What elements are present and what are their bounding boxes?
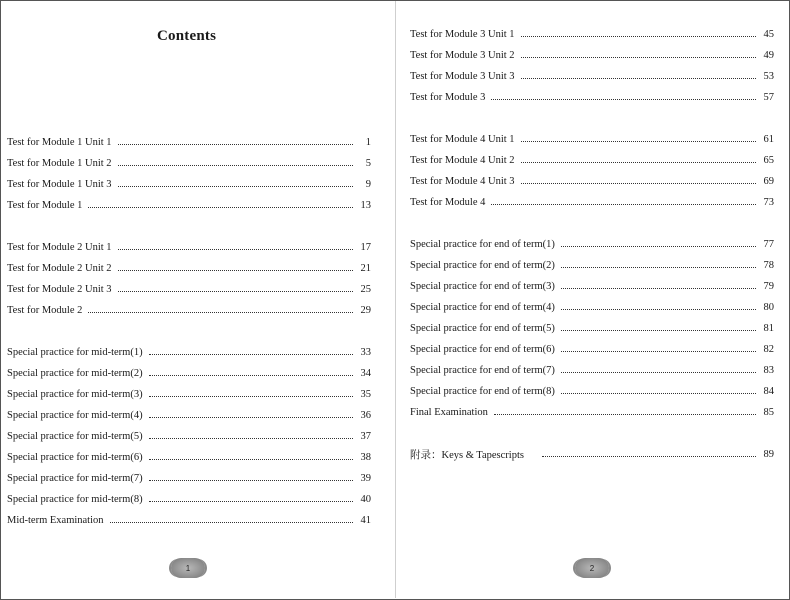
toc-entry[interactable] bbox=[7, 197, 371, 213]
toc-page-number: 5 bbox=[365, 157, 371, 169]
toc-entry-label: Test for Module 1 Unit 1 bbox=[7, 136, 112, 148]
toc-entry-label: Test for Module 2 bbox=[7, 304, 83, 316]
toc-page-number: 84 bbox=[763, 385, 774, 397]
toc-entry-label: Special practice for mid-term(4) bbox=[7, 409, 143, 421]
toc-page-number: 1 bbox=[365, 136, 371, 148]
dot-leader bbox=[521, 78, 756, 79]
toc-page-number: 35 bbox=[360, 388, 371, 400]
toc-entry[interactable] bbox=[7, 365, 371, 381]
dot-leader bbox=[118, 165, 353, 166]
dot-leader bbox=[561, 267, 756, 268]
dot-leader bbox=[561, 372, 756, 373]
toc-entry-label: Test for Module 2 Unit 1 bbox=[7, 241, 112, 253]
toc-page-number: 33 bbox=[360, 346, 371, 358]
toc-entry[interactable] bbox=[410, 47, 774, 63]
toc-page-number: 45 bbox=[763, 28, 774, 40]
toc-entry-label: Test for Module 1 Unit 3 bbox=[7, 178, 112, 190]
toc-entry-label: Special practice for mid-term(5) bbox=[7, 430, 143, 442]
toc-entry-label: Mid-term Examination bbox=[7, 514, 104, 526]
dot-leader bbox=[149, 459, 353, 460]
toc-page-number: 80 bbox=[763, 301, 774, 313]
toc-entry[interactable] bbox=[7, 386, 371, 402]
toc-page-number: 13 bbox=[360, 199, 371, 211]
toc-entry[interactable] bbox=[7, 260, 371, 276]
toc-entry-label: Special practice for mid-term(2) bbox=[7, 367, 143, 379]
toc-page-number: 69 bbox=[763, 175, 774, 187]
toc-entry[interactable] bbox=[410, 278, 774, 294]
toc-entry[interactable] bbox=[410, 341, 774, 357]
toc-page-number: 77 bbox=[763, 238, 774, 250]
dot-leader bbox=[118, 270, 353, 271]
toc-entry[interactable] bbox=[7, 512, 371, 528]
toc-page-number: 40 bbox=[360, 493, 371, 505]
toc-page-number: 65 bbox=[763, 154, 774, 166]
toc-entry[interactable] bbox=[7, 449, 371, 465]
toc-page-number: 37 bbox=[360, 430, 371, 442]
dot-leader bbox=[149, 480, 353, 481]
toc-entry-label: Special practice for mid-term(6) bbox=[7, 451, 143, 463]
dot-leader bbox=[491, 99, 756, 100]
dot-leader bbox=[542, 456, 756, 457]
toc-entry-label: Special practice for end of term(4) bbox=[410, 301, 555, 313]
toc-entry-label: Special practice for end of term(5) bbox=[410, 322, 555, 334]
toc-entry[interactable] bbox=[7, 344, 371, 360]
toc-entry-label: Test for Module 2 Unit 3 bbox=[7, 283, 112, 295]
toc-page-number: 21 bbox=[360, 262, 371, 274]
toc-entry-label: Special practice for mid-term(3) bbox=[7, 388, 143, 400]
page-gutter bbox=[395, 1, 396, 598]
dot-leader bbox=[118, 291, 353, 292]
toc-page-number: 79 bbox=[763, 280, 774, 292]
toc-page-number: 17 bbox=[360, 241, 371, 253]
toc-page-number: 38 bbox=[360, 451, 371, 463]
toc-entry[interactable] bbox=[7, 428, 371, 444]
dot-leader bbox=[149, 501, 353, 502]
toc-entry[interactable] bbox=[7, 302, 371, 318]
dot-leader bbox=[521, 36, 756, 37]
toc-entry[interactable] bbox=[410, 173, 774, 189]
toc-page-number: 53 bbox=[763, 70, 774, 82]
dot-leader bbox=[494, 414, 756, 415]
toc-entry-label: Test for Module 3 Unit 1 bbox=[410, 28, 515, 40]
toc-page-number: 36 bbox=[360, 409, 371, 421]
toc-entry-label: Test for Module 3 Unit 2 bbox=[410, 49, 515, 61]
toc-entry-label: Special practice for end of term(3) bbox=[410, 280, 555, 292]
dot-leader bbox=[149, 354, 353, 355]
toc-entry-label: Special practice for end of term(7) bbox=[410, 364, 555, 376]
toc-entry[interactable] bbox=[410, 404, 774, 420]
toc-entry-label: Special practice for mid-term(1) bbox=[7, 346, 143, 358]
toc-page-number: 25 bbox=[360, 283, 371, 295]
toc-page-number: 9 bbox=[365, 178, 371, 190]
toc-page-number: 39 bbox=[360, 472, 371, 484]
toc-page-number: 34 bbox=[360, 367, 371, 379]
toc-entry[interactable] bbox=[410, 26, 774, 42]
toc-entry[interactable] bbox=[7, 239, 371, 255]
toc-entry[interactable] bbox=[410, 131, 774, 147]
left-page bbox=[7, 0, 371, 600]
toc-page-number: 78 bbox=[763, 259, 774, 271]
toc-entry[interactable] bbox=[410, 383, 774, 399]
toc-page-number: 82 bbox=[763, 343, 774, 355]
toc-entry-label: 附录：Keys & Tapescripts bbox=[410, 449, 524, 461]
dot-leader bbox=[521, 162, 756, 163]
toc-entry[interactable] bbox=[410, 236, 774, 252]
toc-page-number: 61 bbox=[763, 133, 774, 145]
toc-page-number: 49 bbox=[763, 49, 774, 61]
toc-page-number: 29 bbox=[360, 304, 371, 316]
toc-entry-label: Special practice for end of term(8) bbox=[410, 385, 555, 397]
dot-leader bbox=[491, 204, 756, 205]
toc-entry-label: Test for Module 2 Unit 2 bbox=[7, 262, 112, 274]
dot-leader bbox=[118, 144, 353, 145]
toc-entry-label: Special practice for end of term(2) bbox=[410, 259, 555, 271]
toc-entry[interactable] bbox=[410, 89, 774, 105]
dot-leader bbox=[521, 183, 756, 184]
toc-page-number: 81 bbox=[763, 322, 774, 334]
dot-leader bbox=[118, 249, 353, 250]
toc-entry-label: Test for Module 4 bbox=[410, 196, 486, 208]
toc-entry-label: Test for Module 3 Unit 3 bbox=[410, 70, 515, 82]
toc-entry-label: Final Examination bbox=[410, 406, 488, 418]
toc-entry-label: Test for Module 3 bbox=[410, 91, 486, 103]
toc-entry[interactable] bbox=[7, 491, 371, 507]
toc-entry-label: Special practice for mid-term(7) bbox=[7, 472, 143, 484]
page-number-badge bbox=[575, 558, 609, 578]
dot-leader bbox=[110, 522, 353, 523]
toc-entry[interactable] bbox=[7, 134, 371, 150]
toc-page-number: 85 bbox=[763, 406, 774, 418]
toc-entry[interactable] bbox=[410, 320, 774, 336]
toc-page-number: 89 bbox=[763, 448, 774, 460]
dot-leader bbox=[149, 438, 353, 439]
dot-leader bbox=[521, 141, 756, 142]
toc-page-number: 73 bbox=[763, 196, 774, 208]
toc-entry[interactable] bbox=[7, 176, 371, 192]
toc-entry[interactable] bbox=[410, 362, 774, 378]
footer-page-number: 2 bbox=[589, 563, 595, 573]
toc-entry[interactable] bbox=[7, 155, 371, 171]
toc-page-number: 83 bbox=[763, 364, 774, 376]
toc-entry-label: Special practice for end of term(6) bbox=[410, 343, 555, 355]
dot-leader bbox=[561, 330, 756, 331]
toc-entry-appendix[interactable] bbox=[410, 446, 774, 462]
dot-leader bbox=[521, 57, 756, 58]
toc-entry[interactable] bbox=[410, 194, 774, 210]
toc-entry-label: Test for Module 1 bbox=[7, 199, 83, 211]
footer-page-number: 1 bbox=[185, 563, 191, 573]
toc-entry-label: Test for Module 4 Unit 1 bbox=[410, 133, 515, 145]
dot-leader bbox=[149, 396, 353, 397]
toc-entry[interactable] bbox=[410, 68, 774, 84]
dot-leader bbox=[149, 417, 353, 418]
toc-page-number: 41 bbox=[360, 514, 371, 526]
dot-leader bbox=[561, 309, 756, 310]
toc-entry-label: Test for Module 1 Unit 2 bbox=[7, 157, 112, 169]
toc-entry-label: Test for Module 4 Unit 3 bbox=[410, 175, 515, 187]
dot-leader bbox=[561, 288, 756, 289]
toc-entry-label: Test for Module 4 Unit 2 bbox=[410, 154, 515, 166]
dot-leader bbox=[88, 207, 353, 208]
dot-leader bbox=[561, 351, 756, 352]
toc-page-number: 57 bbox=[763, 91, 774, 103]
toc-entry[interactable] bbox=[7, 281, 371, 297]
dot-leader bbox=[118, 186, 353, 187]
toc-entry-label: Special practice for end of term(1) bbox=[410, 238, 555, 250]
toc-entry-label: Special practice for mid-term(8) bbox=[7, 493, 143, 505]
toc-entry[interactable] bbox=[410, 152, 774, 168]
toc-entry[interactable] bbox=[410, 299, 774, 315]
toc-entry[interactable] bbox=[7, 407, 371, 423]
right-page bbox=[410, 0, 774, 600]
dot-leader bbox=[88, 312, 353, 313]
dot-leader bbox=[561, 246, 756, 247]
dot-leader bbox=[561, 393, 756, 394]
dot-leader bbox=[149, 375, 353, 376]
page-number-badge bbox=[171, 558, 205, 578]
toc-entry[interactable] bbox=[7, 470, 371, 486]
contents-title: Contents bbox=[157, 28, 217, 44]
toc-entry[interactable] bbox=[410, 257, 774, 273]
